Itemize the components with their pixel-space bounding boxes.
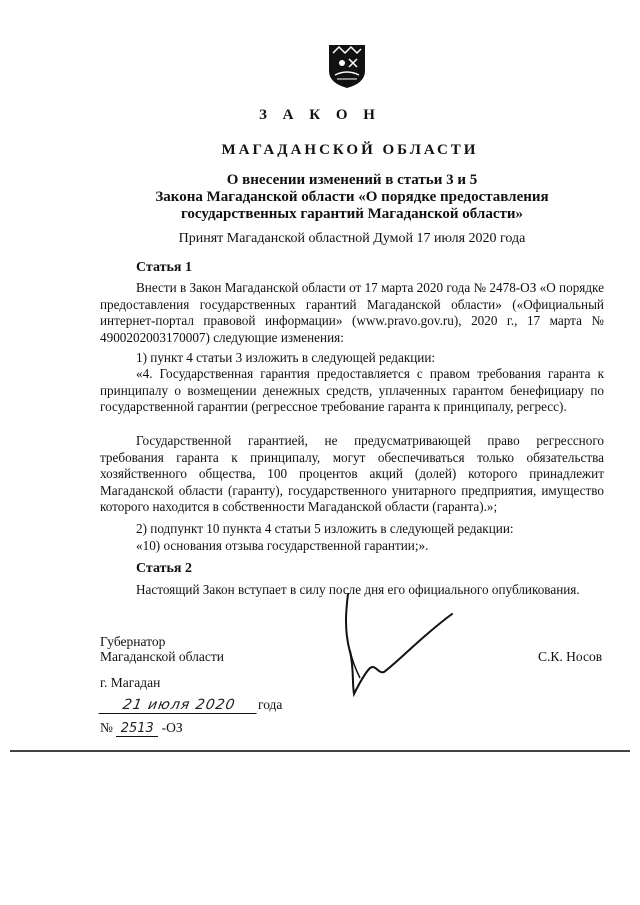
article-1-heading: Статья 1: [136, 260, 192, 275]
handwritten-date: 21 июля 2020: [99, 697, 260, 714]
subtitle-line: О внесении изменений в статьи 3 и 5: [226, 172, 478, 188]
article-2-heading: Статья 2: [136, 561, 192, 576]
adoption-note: Принят Магаданской областной Думой 17 июля 2020 года: [178, 231, 526, 246]
law-number: [100, 720, 183, 737]
bottom-divider: [10, 750, 630, 752]
signing-city: г. Магадан: [100, 675, 161, 690]
signing-date: [100, 697, 282, 714]
signer-name: С.К. Носов: [538, 649, 603, 664]
article-1-item-1: 1) пункт 4 статьи 3 изложить в следующей редакции:: [136, 350, 436, 365]
date-suffix: года: [258, 697, 283, 712]
handwritten-signature: [330, 590, 460, 700]
number-prefix: №: [100, 720, 113, 735]
coat-of-arms-emblem: [327, 43, 367, 89]
article-1-quote-2: Государственной гарантией, не предусматривающей право регрессного требования гаранта к принципалу, могут обеспечиваться только обязательства хозяйственного общества, 100 процентов акций (долей) которого принадлежит Магаданской области (гаранту), государственного унитарного предприятия, имущество которого находится в собственности Магаданской области (гаранта).»;: [100, 433, 604, 515]
article-1-quote-1: «4. Государственная гарантия предоставляется с правом требования гаранта к принципалу о возмещении денежных средств, уплаченных гарантом бенефициару по государственной гарантии (регрессное требование гаранта к принципалу, регресс).: [100, 366, 604, 415]
law-subtitle: [100, 172, 604, 223]
handwritten-number: 2513: [116, 721, 158, 737]
subtitle-line: Закона Магаданской области «О порядке предоставления: [155, 189, 549, 205]
region-title: МАГАДАНСКОЙ ОБЛАСТИ: [221, 142, 479, 158]
article-1-quote-3: «10) основания отзыва государственной гарантии;».: [136, 538, 429, 553]
article-2-text: Настоящий Закон вступает в силу после дня его официального опубликования.: [136, 582, 580, 597]
article-1-item-2: 2) подпункт 10 пункта 4 статьи 5 изложить в следующей редакции:: [136, 521, 514, 536]
article-1-intro: Внести в Закон Магаданской области от 17 марта 2020 года № 2478-ОЗ «О порядке предоставления государственных гарантий Магаданской области» («Официальный интернет-портал правовой информации» (www.pravo.gov.ru), 2020 г., 17 марта № 4900202003170007) следующие изменения:: [100, 280, 604, 345]
signer-region: Магаданской области: [100, 649, 224, 664]
number-suffix: -ОЗ: [161, 720, 183, 735]
law-title: З А К О Н: [259, 107, 381, 123]
signer-position: Губернатор: [100, 634, 166, 649]
subtitle-line: государственных гарантий Магаданской области»: [180, 206, 524, 222]
